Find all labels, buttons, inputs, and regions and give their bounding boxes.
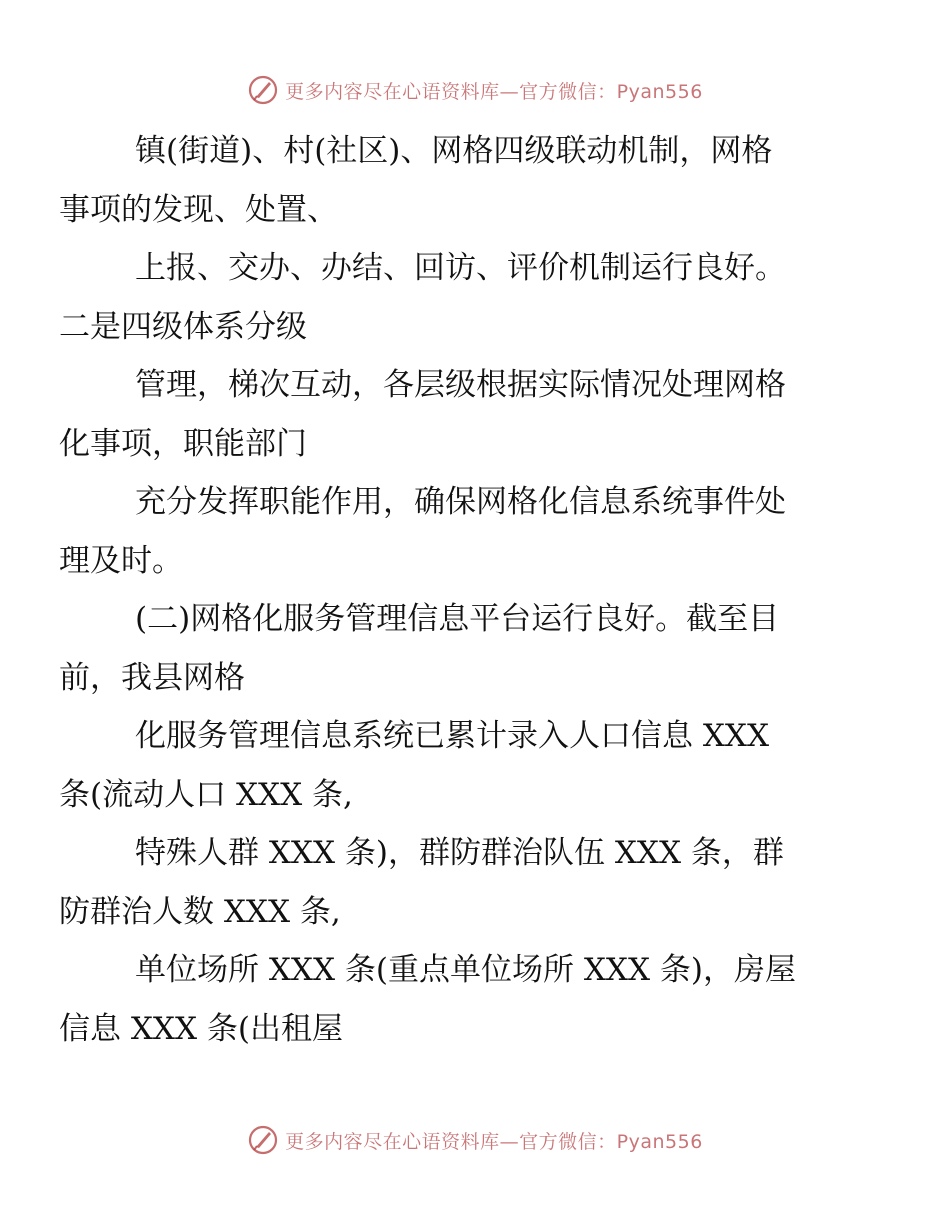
- text-line: 镇(街道)、村(社区)、网格四级联动机制，网格: [135, 133, 773, 169]
- paragraph-8: [59, 941, 857, 1058]
- text-line: 条(流动人口 XXX 条,: [59, 776, 353, 813]
- text-line: 化服务管理信息系统已累计录入人口信息 XXX: [135, 718, 770, 754]
- quill-logo-icon: [247, 1124, 279, 1156]
- text-line: 化事项，职能部门: [59, 425, 307, 462]
- text-line: 信息 XXX 条(出租屋: [59, 1010, 344, 1047]
- document-body: [59, 122, 857, 1058]
- text-line: 充分发挥职能作用，确保网格化信息系统事件处: [135, 484, 786, 520]
- header-watermark: [0, 70, 950, 110]
- text-line: 管理，梯次互动，各层级根据实际情况处理网格: [135, 367, 786, 403]
- watermark-text: 更多内容尽在心语资料库—官方微信：Pyan556: [285, 1130, 703, 1153]
- text-line: 防群治人数 XXX 条,: [59, 893, 341, 930]
- watermark-handle: Pyan556: [616, 1130, 703, 1153]
- text-line: 单位场所 XXX 条(重点单位场所 XXX 条)，房屋: [135, 952, 797, 988]
- quill-logo-icon: [247, 74, 279, 106]
- text-line: 前，我县网格: [59, 659, 245, 696]
- footer-watermark: [0, 1120, 950, 1160]
- text-line: 二是四级体系分级: [59, 308, 307, 345]
- text-line: 特殊人群 XXX 条)，群防群治队伍 XXX 条，群: [135, 835, 784, 871]
- watermark-text: 更多内容尽在心语资料库—官方微信：Pyan556: [285, 80, 703, 103]
- text-line: (二)网格化服务管理信息平台运行良好。截至目: [135, 601, 780, 637]
- text-line: 事项的发现、处置、: [59, 191, 338, 228]
- paragraph-6: [59, 707, 857, 824]
- text-line: 上报、交办、办结、回访、评价机制运行良好。: [135, 250, 786, 286]
- paragraph-3: [59, 356, 857, 473]
- watermark-handle: Pyan556: [616, 80, 703, 103]
- text-line: 理及时。: [59, 542, 183, 579]
- paragraph-7: [59, 824, 857, 941]
- paragraph-5: [59, 590, 857, 707]
- paragraph-4: [59, 473, 857, 590]
- paragraph-1: [59, 122, 857, 239]
- paragraph-2: [59, 239, 857, 356]
